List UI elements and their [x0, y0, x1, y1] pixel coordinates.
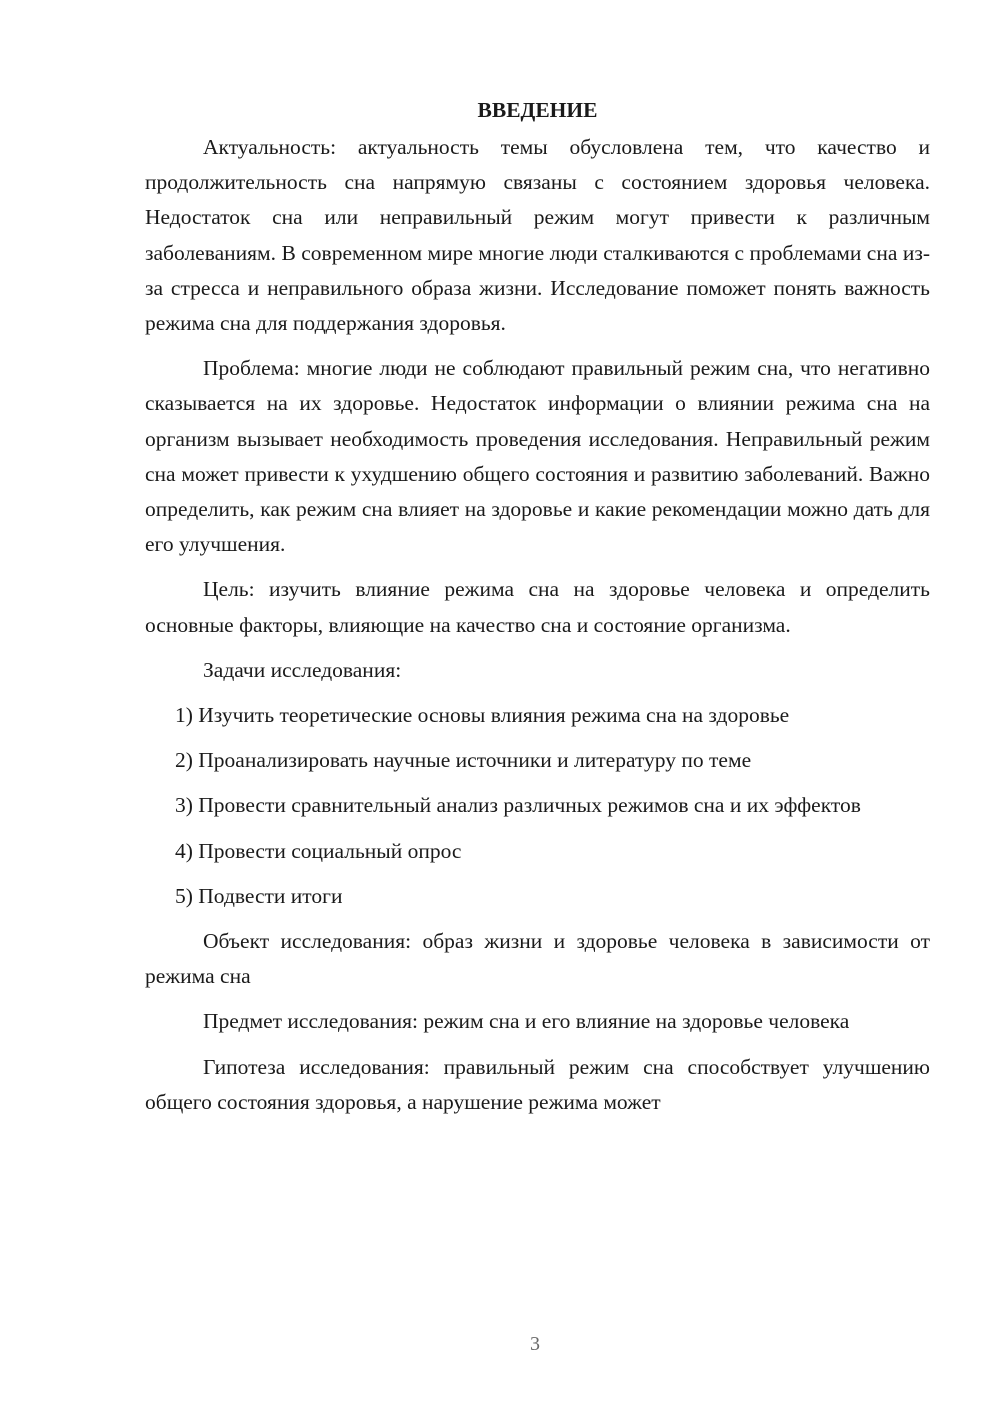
- page-content: [145, 93, 930, 1130]
- tasks-heading: Задачи исследования:: [203, 657, 402, 682]
- paragraph-goal: Цель: изучить влияние режима сна на здоровье человека и определить основные факторы, влияющие на качество сна и состояние организма.: [145, 577, 930, 637]
- paragraph-object: Объект исследования: образ жизни и здоровье человека в зависимости от режима сна: [145, 929, 930, 989]
- section-title: ВВЕДЕНИЕ: [477, 98, 598, 122]
- paragraph-hypothesis: Гипотеза исследования: правильный режим сна способствует улучшению общего состояния здоровья, а нарушение режима может: [145, 1054, 930, 1114]
- task-item: 1) Изучить теоретические основы влияния режима сна на здоровье: [175, 703, 790, 728]
- task-item: 2) Проанализировать научные источники и литературу по теме: [175, 748, 752, 773]
- paragraph-subject: Предмет исследования: режим сна и его влияние на здоровье человека: [203, 1009, 850, 1034]
- page-number: 3: [530, 1333, 540, 1355]
- paragraph-problem: Проблема: многие люди не соблюдают правильный режим сна, что негативно сказывается на их здоровье. Недостаток информации о влиянии режима сна на организм вызывает необходимость проведения исследования. Неправильный режим сна может привести к ухудшению общего состояния и развитию заболеваний. Важно определить, как режим сна влияет на здоровье и какие рекомендации можно дать для его улучшения.: [145, 356, 930, 557]
- task-item: 5) Подвести итоги: [175, 883, 343, 908]
- paragraph-relevance: Актуальность: актуальность темы обусловлена тем, что качество и продолжительность сна напрямую связаны с состоянием здоровья человека. Недостаток сна или неправильный режим могут привести к различным заболеваниям. В современном мире многие люди сталкиваются с проблемами сна из-за стресса и неправильного образа жизни. Исследование поможет понять важность режима сна для поддержания здоровья.: [145, 135, 930, 336]
- task-item: 3) Провести сравнительный анализ различных режимов сна и их эффектов: [175, 793, 861, 818]
- task-item: 4) Провести социальный опрос: [175, 838, 462, 863]
